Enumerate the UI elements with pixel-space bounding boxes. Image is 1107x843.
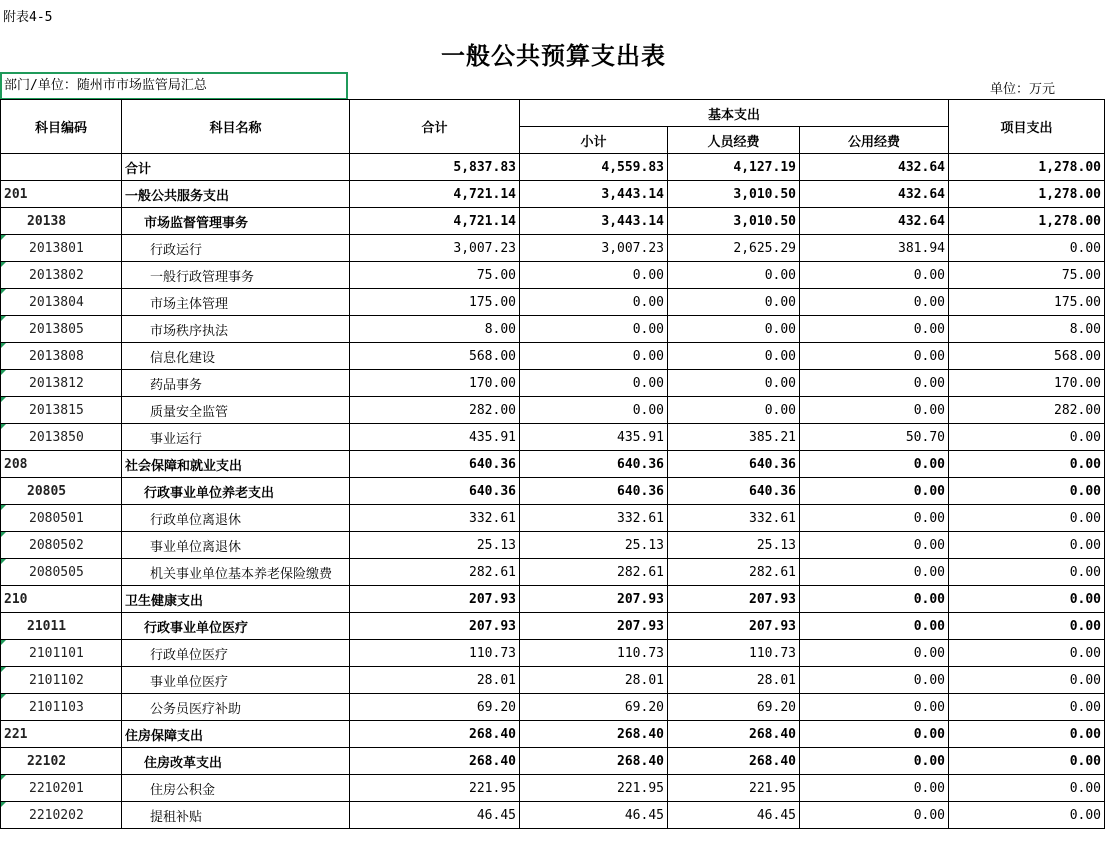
cell-public[interactable]: 0.00 [800,775,949,802]
cell-total[interactable]: 3,007.23 [350,235,520,262]
table-row [1,316,1105,343]
cell-project[interactable]: 175.00 [949,289,1105,316]
cell-project[interactable]: 0.00 [949,424,1105,451]
dept-cell[interactable]: 部门/单位：随州市市场监管局汇总 [0,72,348,100]
cell-total[interactable]: 268.40 [350,721,520,748]
cell-total[interactable]: 282.00 [350,397,520,424]
cell-code[interactable]: 22102 [1,748,122,775]
header-public: 公用经费 [800,127,949,154]
cell-subtotal[interactable]: 110.73 [520,640,668,667]
cell-public[interactable]: 381.94 [800,235,949,262]
header-total: 合计 [350,100,520,154]
cell-public[interactable]: 432.64 [800,154,949,181]
cell-subtotal[interactable]: 640.36 [520,451,668,478]
cell-total[interactable]: 170.00 [350,370,520,397]
cell-public[interactable]: 0.00 [800,370,949,397]
table-row [1,181,1105,208]
cell-personnel[interactable]: 640.36 [668,478,800,505]
cell-total[interactable]: 640.36 [350,478,520,505]
cell-public[interactable]: 432.64 [800,208,949,235]
cell-public[interactable]: 0.00 [800,721,949,748]
unit-label: 单位：万元 [990,82,1056,97]
cell-project[interactable]: 0.00 [949,694,1105,721]
cell-subtotal[interactable]: 207.93 [520,586,668,613]
cell-public[interactable]: 432.64 [800,181,949,208]
cell-code[interactable]: 2013808 [1,343,122,370]
cell-total[interactable]: 25.13 [350,532,520,559]
cell-subtotal[interactable]: 0.00 [520,397,668,424]
cell-code[interactable]: 2013815 [1,397,122,424]
cell-subtotal[interactable]: 332.61 [520,505,668,532]
cell-name[interactable]: 药品事务 [122,370,350,397]
cell-name[interactable]: 市场监督管理事务 [122,208,350,235]
cell-code[interactable] [1,154,122,181]
cell-personnel[interactable]: 2,625.29 [668,235,800,262]
cell-code[interactable]: 2013850 [1,424,122,451]
cell-personnel[interactable]: 268.40 [668,721,800,748]
table-row [1,208,1105,235]
cell-personnel[interactable]: 0.00 [668,370,800,397]
cell-total[interactable]: 4,721.14 [350,208,520,235]
cell-subtotal[interactable]: 268.40 [520,748,668,775]
cell-project[interactable]: 0.00 [949,586,1105,613]
cell-code[interactable]: 2101102 [1,667,122,694]
cell-public[interactable]: 0.00 [800,316,949,343]
cell-total[interactable]: 221.95 [350,775,520,802]
header-personnel: 人员经费 [668,127,800,154]
cell-name[interactable]: 市场秩序执法 [122,316,350,343]
cell-personnel[interactable]: 640.36 [668,451,800,478]
cell-public[interactable]: 0.00 [800,451,949,478]
table-row [1,289,1105,316]
cell-public[interactable]: 0.00 [800,586,949,613]
cell-name[interactable]: 行政事业单位养老支出 [122,478,350,505]
cell-public[interactable]: 0.00 [800,748,949,775]
table-row [1,343,1105,370]
cell-subtotal[interactable]: 0.00 [520,289,668,316]
cell-project[interactable]: 0.00 [949,721,1105,748]
cell-name[interactable]: 行政单位医疗 [122,640,350,667]
cell-project[interactable]: 0.00 [949,748,1105,775]
cell-code[interactable]: 2013801 [1,235,122,262]
cell-code[interactable]: 20805 [1,478,122,505]
cell-name[interactable]: 行政单位离退休 [122,505,350,532]
cell-total[interactable]: 640.36 [350,451,520,478]
cell-subtotal[interactable]: 28.01 [520,667,668,694]
expenditure-table [0,99,1105,829]
cell-personnel[interactable]: 207.93 [668,613,800,640]
cell-subtotal[interactable]: 268.40 [520,721,668,748]
table-row [1,505,1105,532]
cell-code[interactable]: 2013804 [1,289,122,316]
cell-personnel[interactable]: 332.61 [668,505,800,532]
cell-project[interactable]: 0.00 [949,667,1105,694]
cell-code[interactable]: 2210201 [1,775,122,802]
cell-code[interactable]: 21011 [1,613,122,640]
cell-personnel[interactable]: 28.01 [668,667,800,694]
cell-name[interactable]: 住房保障支出 [122,721,350,748]
table-row [1,802,1105,829]
header-project: 项目支出 [949,100,1105,154]
table-row [1,559,1105,586]
cell-public[interactable]: 0.00 [800,694,949,721]
table-row [1,640,1105,667]
cell-total[interactable]: 207.93 [350,586,520,613]
cell-project[interactable]: 8.00 [949,316,1105,343]
cell-personnel[interactable]: 0.00 [668,397,800,424]
table-row [1,451,1105,478]
cell-name[interactable]: 一般公共服务支出 [122,181,350,208]
cell-name[interactable]: 提租补贴 [122,802,350,829]
cell-code[interactable]: 208 [1,451,122,478]
cell-project[interactable]: 0.00 [949,478,1105,505]
cell-total[interactable]: 568.00 [350,343,520,370]
cell-public[interactable]: 0.00 [800,559,949,586]
cell-public[interactable]: 0.00 [800,262,949,289]
cell-personnel[interactable]: 110.73 [668,640,800,667]
cell-total[interactable]: 435.91 [350,424,520,451]
cell-project[interactable]: 170.00 [949,370,1105,397]
cell-personnel[interactable]: 4,127.19 [668,154,800,181]
cell-name[interactable]: 社会保障和就业支出 [122,451,350,478]
cell-project[interactable]: 0.00 [949,235,1105,262]
cell-personnel[interactable]: 207.93 [668,586,800,613]
cell-public[interactable]: 0.00 [800,289,949,316]
cell-name[interactable]: 事业单位离退休 [122,532,350,559]
cell-total[interactable]: 332.61 [350,505,520,532]
cell-code[interactable]: 201 [1,181,122,208]
cell-code[interactable]: 2013802 [1,262,122,289]
cell-total[interactable]: 8.00 [350,316,520,343]
table-row [1,424,1105,451]
cell-public[interactable]: 0.00 [800,343,949,370]
cell-personnel[interactable]: 3,010.50 [668,208,800,235]
cell-project[interactable]: 1,278.00 [949,181,1105,208]
cell-public[interactable]: 50.70 [800,424,949,451]
cell-code[interactable]: 2080505 [1,559,122,586]
table-row [1,721,1105,748]
cell-total[interactable]: 207.93 [350,613,520,640]
cell-name[interactable]: 合计 [122,154,350,181]
cell-personnel[interactable]: 69.20 [668,694,800,721]
table-row [1,235,1105,262]
cell-name[interactable]: 信息化建设 [122,343,350,370]
cell-code[interactable]: 2101103 [1,694,122,721]
table-row [1,613,1105,640]
table-row [1,586,1105,613]
cell-personnel[interactable]: 385.21 [668,424,800,451]
cell-project[interactable]: 75.00 [949,262,1105,289]
cell-personnel[interactable]: 268.40 [668,748,800,775]
cell-code[interactable]: 2013812 [1,370,122,397]
cell-project[interactable]: 568.00 [949,343,1105,370]
cell-subtotal[interactable]: 0.00 [520,316,668,343]
cell-name[interactable]: 市场主体管理 [122,289,350,316]
table-row [1,748,1105,775]
cell-subtotal[interactable]: 207.93 [520,613,668,640]
cell-personnel[interactable]: 0.00 [668,262,800,289]
cell-subtotal[interactable]: 0.00 [520,343,668,370]
table-row [1,532,1105,559]
cell-total[interactable]: 4,721.14 [350,181,520,208]
cell-public[interactable]: 0.00 [800,640,949,667]
cell-total[interactable]: 110.73 [350,640,520,667]
table-row [1,667,1105,694]
cell-public[interactable]: 0.00 [800,478,949,505]
cell-project[interactable]: 0.00 [949,532,1105,559]
cell-public[interactable]: 0.00 [800,802,949,829]
cell-subtotal[interactable]: 640.36 [520,478,668,505]
cell-name[interactable]: 卫生健康支出 [122,586,350,613]
header-basic: 基本支出 [520,100,949,127]
cell-subtotal[interactable]: 3,007.23 [520,235,668,262]
cell-name[interactable]: 住房公积金 [122,775,350,802]
cell-personnel[interactable]: 0.00 [668,343,800,370]
cell-project[interactable]: 0.00 [949,451,1105,478]
cell-subtotal[interactable]: 0.00 [520,370,668,397]
cell-name[interactable]: 质量安全监管 [122,397,350,424]
cell-project[interactable]: 0.00 [949,613,1105,640]
cell-project[interactable]: 1,278.00 [949,208,1105,235]
table-row [1,694,1105,721]
cell-personnel[interactable]: 25.13 [668,532,800,559]
cell-total[interactable]: 28.01 [350,667,520,694]
cell-project[interactable]: 0.00 [949,640,1105,667]
cell-public[interactable]: 0.00 [800,532,949,559]
cell-subtotal[interactable]: 3,443.14 [520,208,668,235]
table-row [1,262,1105,289]
cell-personnel[interactable]: 221.95 [668,775,800,802]
cell-code[interactable]: 2210202 [1,802,122,829]
cell-code[interactable]: 2013805 [1,316,122,343]
cell-project[interactable]: 282.00 [949,397,1105,424]
cell-total[interactable]: 282.61 [350,559,520,586]
header-code: 科目编码 [1,100,122,154]
cell-project[interactable]: 0.00 [949,559,1105,586]
table-row [1,397,1105,424]
cell-personnel[interactable]: 0.00 [668,289,800,316]
cell-public[interactable]: 0.00 [800,613,949,640]
cell-subtotal[interactable]: 3,443.14 [520,181,668,208]
cell-personnel[interactable]: 282.61 [668,559,800,586]
cell-code[interactable]: 210 [1,586,122,613]
cell-subtotal[interactable]: 0.00 [520,262,668,289]
cell-project[interactable]: 0.00 [949,505,1105,532]
cell-code[interactable]: 2080501 [1,505,122,532]
cell-subtotal[interactable]: 46.45 [520,802,668,829]
cell-subtotal[interactable]: 221.95 [520,775,668,802]
cell-subtotal[interactable]: 69.20 [520,694,668,721]
cell-total[interactable]: 175.00 [350,289,520,316]
table-row [1,154,1105,181]
cell-project[interactable]: 0.00 [949,775,1105,802]
table-row [1,478,1105,505]
cell-project[interactable]: 0.00 [949,802,1105,829]
cell-total[interactable]: 75.00 [350,262,520,289]
header-subtotal: 小计 [520,127,668,154]
cell-subtotal[interactable]: 4,559.83 [520,154,668,181]
cell-name[interactable]: 行政运行 [122,235,350,262]
header-name: 科目名称 [122,100,350,154]
cell-public[interactable]: 0.00 [800,397,949,424]
cell-subtotal[interactable]: 435.91 [520,424,668,451]
cell-total[interactable]: 268.40 [350,748,520,775]
cell-subtotal[interactable]: 282.61 [520,559,668,586]
cell-total[interactable]: 69.20 [350,694,520,721]
cell-code[interactable]: 2101101 [1,640,122,667]
table-row [1,775,1105,802]
cell-name[interactable]: 事业运行 [122,424,350,451]
attachment-label: 附表4-5 [3,10,53,25]
page-title: 一般公共预算支出表 [441,41,666,70]
cell-total[interactable]: 46.45 [350,802,520,829]
table-row [1,370,1105,397]
table-body [1,154,1105,829]
cell-code[interactable]: 221 [1,721,122,748]
cell-name[interactable]: 住房改革支出 [122,748,350,775]
cell-name[interactable]: 公务员医疗补助 [122,694,350,721]
cell-public[interactable]: 0.00 [800,505,949,532]
cell-personnel[interactable]: 3,010.50 [668,181,800,208]
cell-name[interactable]: 一般行政管理事务 [122,262,350,289]
cell-personnel[interactable]: 0.00 [668,316,800,343]
cell-public[interactable]: 0.00 [800,667,949,694]
cell-project[interactable]: 1,278.00 [949,154,1105,181]
cell-code[interactable]: 20138 [1,208,122,235]
cell-name[interactable]: 行政事业单位医疗 [122,613,350,640]
cell-code[interactable]: 2080502 [1,532,122,559]
cell-name[interactable]: 事业单位医疗 [122,667,350,694]
cell-subtotal[interactable]: 25.13 [520,532,668,559]
cell-personnel[interactable]: 46.45 [668,802,800,829]
cell-name[interactable]: 机关事业单位基本养老保险缴费 [122,559,350,586]
cell-total[interactable]: 5,837.83 [350,154,520,181]
